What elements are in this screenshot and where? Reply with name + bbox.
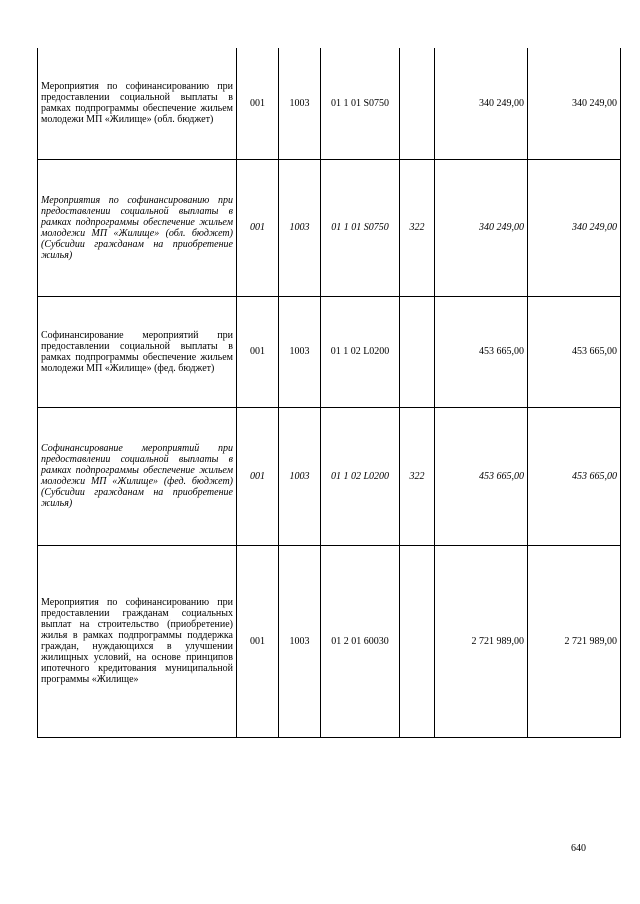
amount-plan: 453 665,00: [435, 407, 528, 545]
amount-plan: 340 249,00: [435, 48, 528, 159]
ministry-code: 001: [237, 48, 279, 159]
section-code: 1003: [279, 159, 321, 296]
table-row: [38, 159, 621, 296]
page-number: 640: [571, 843, 586, 854]
target-code: 01 2 01 60030: [321, 545, 400, 737]
expense-type-code: [400, 48, 435, 159]
amount-total: 340 249,00: [528, 48, 621, 159]
target-code: 01 1 01 S0750: [321, 48, 400, 159]
expense-type-code: [400, 296, 435, 407]
ministry-code: 001: [237, 407, 279, 545]
row-description: Мероприятия по софинансированию при предоставлении социальной выплаты в рамках подпрограммы обеспечение жильем молодежи МП «Жилище» (обл. бюджет): [38, 48, 237, 159]
section-code: 1003: [279, 48, 321, 159]
amount-plan: 453 665,00: [435, 296, 528, 407]
table-row: [38, 296, 621, 407]
amount-plan: 340 249,00: [435, 159, 528, 296]
amount-total: 340 249,00: [528, 159, 621, 296]
target-code: 01 1 01 S0750: [321, 159, 400, 296]
row-description: Мероприятия по софинансированию при предоставлении социальной выплаты в рамках подпрограммы обеспечение жильем молодежи МП «Жилище» (обл. бюджет) (Субсидии гражданам на приобретение жилья): [38, 159, 237, 296]
budget-table: [37, 48, 621, 738]
amount-total: 2 721 989,00: [528, 545, 621, 737]
amount-total: 453 665,00: [528, 407, 621, 545]
target-code: 01 1 02 L0200: [321, 407, 400, 545]
row-description: Софинансирование мероприятий при предоставлении социальной выплаты в рамках подпрограммы обеспечение жильем молодежи МП «Жилище» (фед. бюджет): [38, 296, 237, 407]
amount-plan: 2 721 989,00: [435, 545, 528, 737]
section-code: 1003: [279, 407, 321, 545]
ministry-code: 001: [237, 545, 279, 737]
expense-type-code: [400, 545, 435, 737]
expense-type-code: 322: [400, 159, 435, 296]
target-code: 01 1 02 L0200: [321, 296, 400, 407]
section-code: 1003: [279, 545, 321, 737]
amount-total: 453 665,00: [528, 296, 621, 407]
section-code: 1003: [279, 296, 321, 407]
ministry-code: 001: [237, 296, 279, 407]
row-description: Мероприятия по софинансированию при предоставлении гражданам социальных выплат на строительство (приобретение) жилья в рамках подпрограммы поддержка граждан, нуждающихся в улучшении жилищных условий, на основе принципов ипотечного кредитования муниципальной программы «Жилище»: [38, 545, 237, 737]
ministry-code: 001: [237, 159, 279, 296]
expense-type-code: 322: [400, 407, 435, 545]
row-description: Софинансирование мероприятий при предоставлении социальной выплаты в рамках подпрограммы обеспечение жильем молодежи МП «Жилище» (фед. бюджет) (Субсидии гражданам на приобретение жилья): [38, 407, 237, 545]
table-row: [38, 48, 621, 159]
table-row: [38, 545, 621, 737]
table-row: [38, 407, 621, 545]
